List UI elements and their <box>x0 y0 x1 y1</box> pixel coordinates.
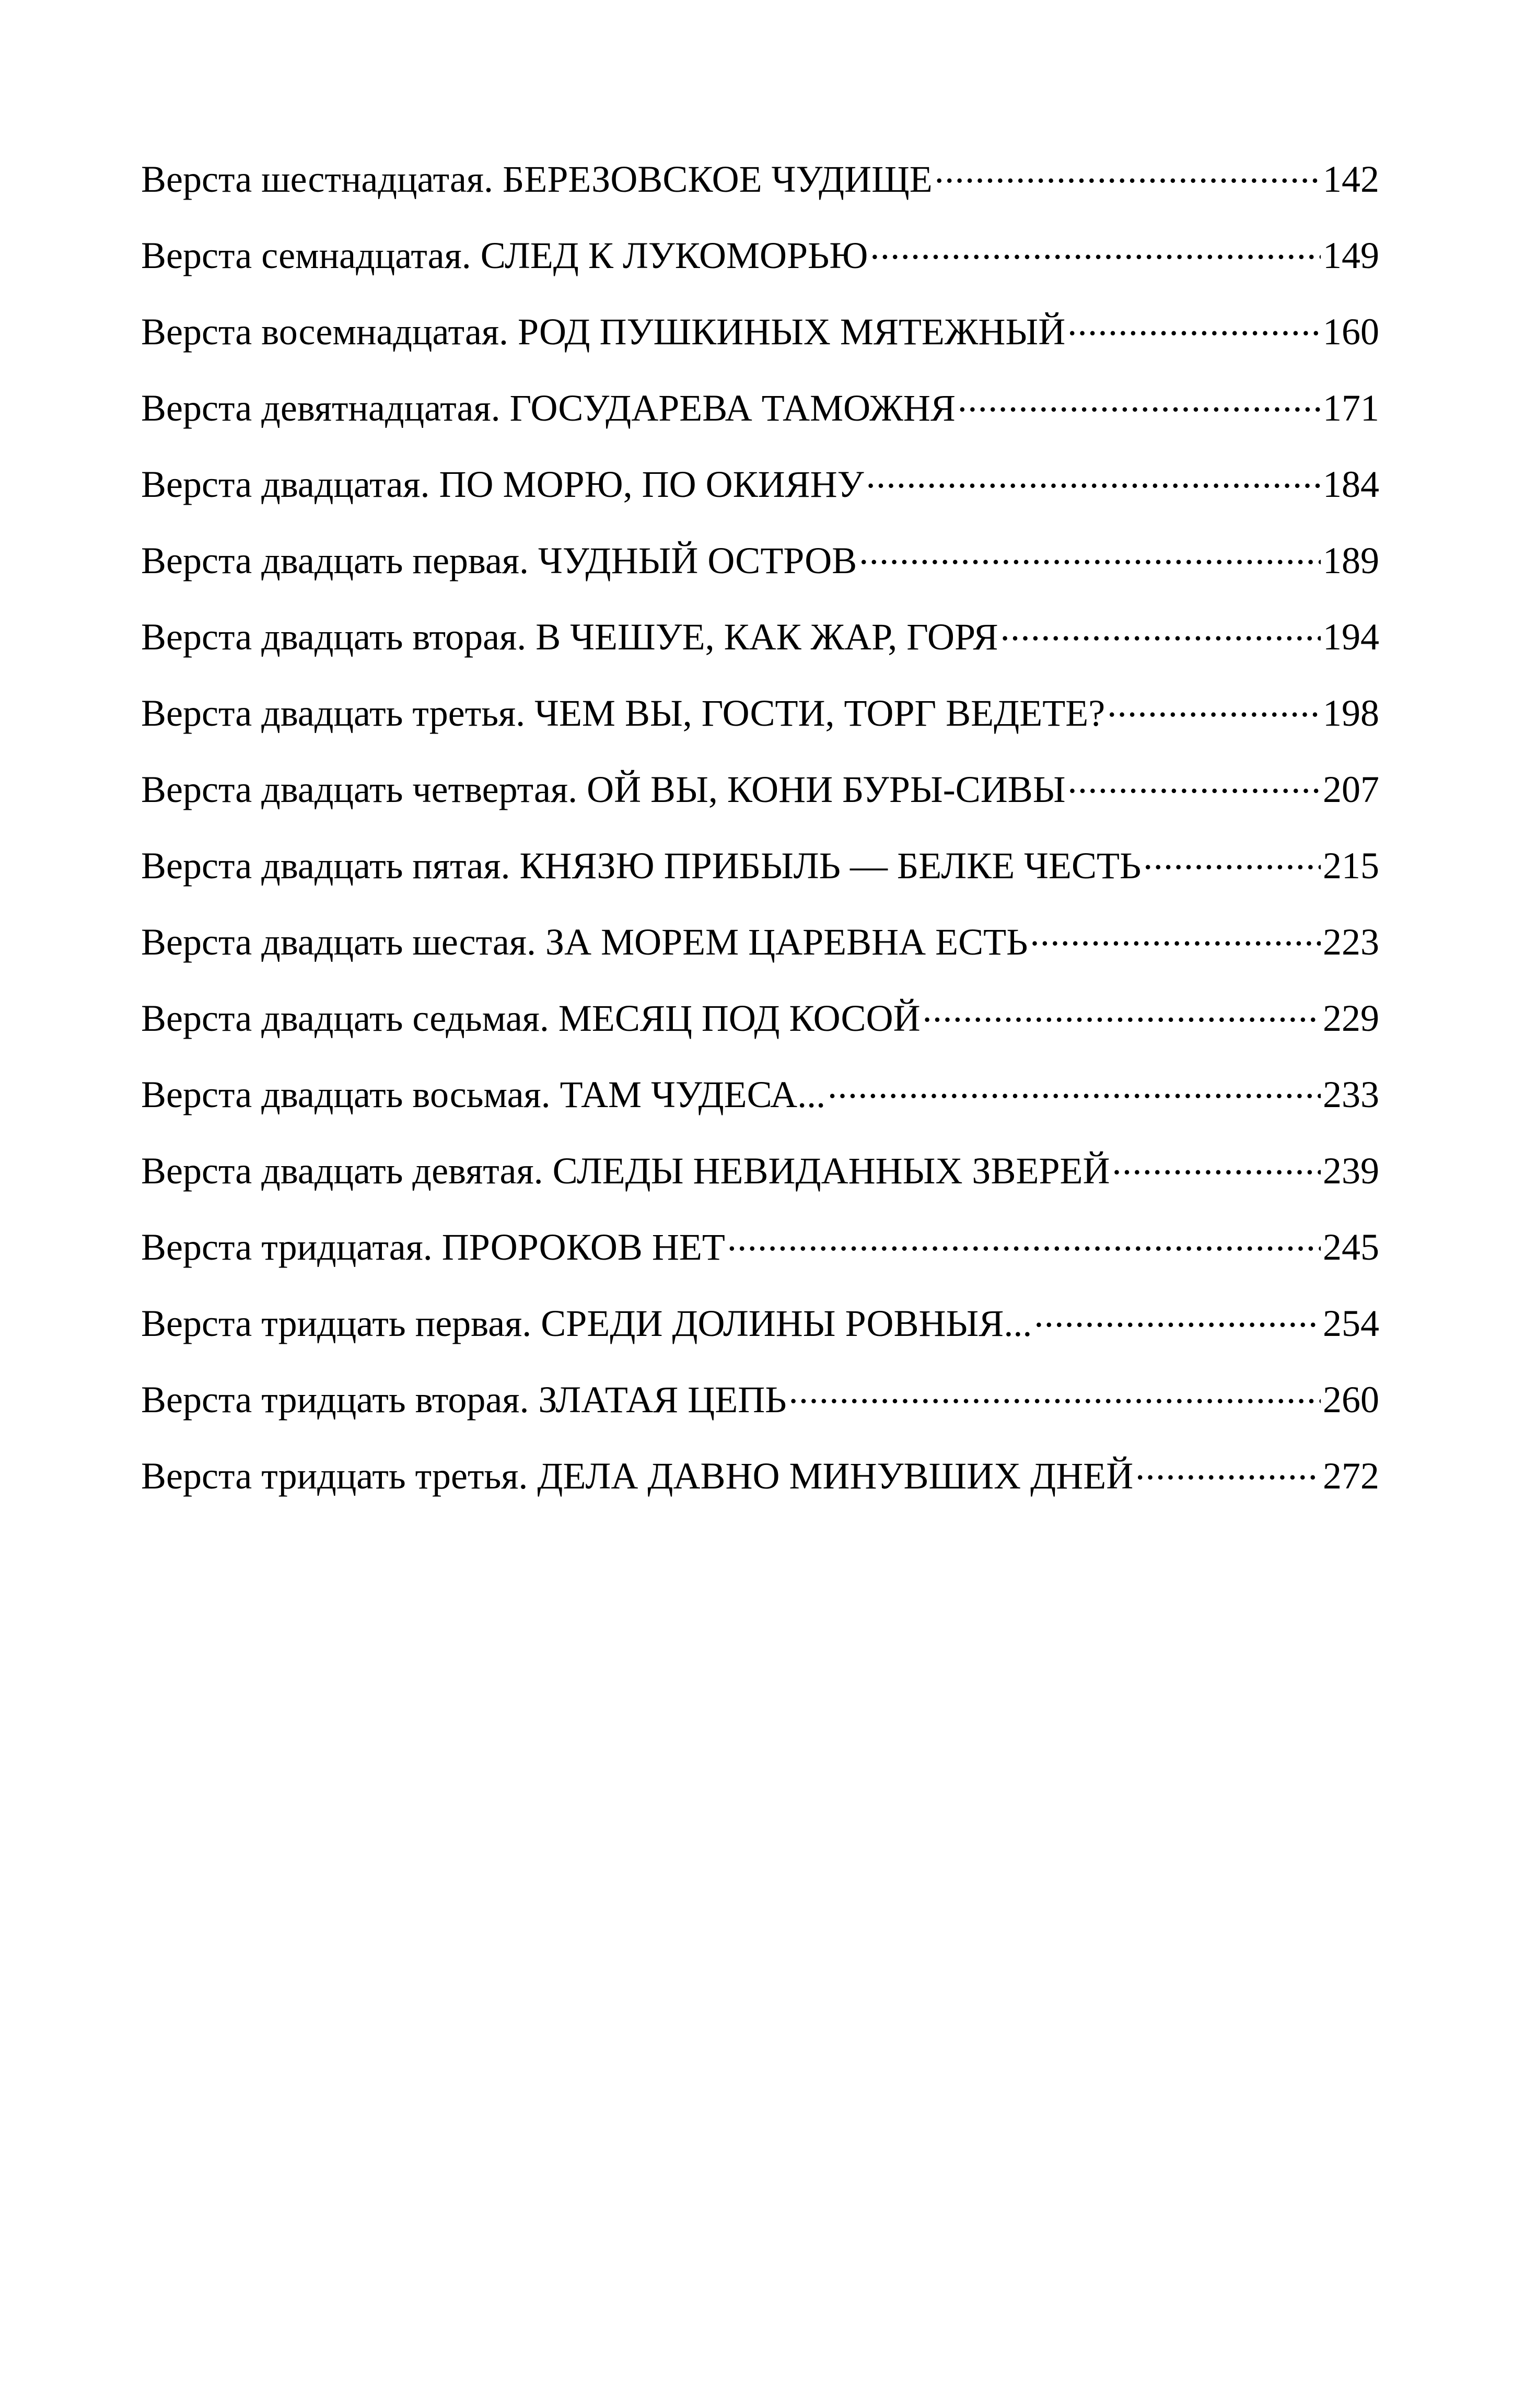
toc-entry[interactable] <box>141 675 1379 751</box>
toc-entry-title: Верста двадцать третья. ЧЕМ ВЫ, ГОСТИ, ТОРГ ВЕДЕТЕ? <box>141 692 1105 734</box>
toc-entry[interactable] <box>141 370 1379 446</box>
toc-entry[interactable] <box>141 1362 1379 1438</box>
toc-entry[interactable] <box>141 1133 1379 1209</box>
dot-leader <box>1143 841 1321 878</box>
toc-entry-page: 245 <box>1323 1226 1379 1268</box>
toc-entry-title: Верста двадцать пятая. КНЯЗЮ ПРИБЫЛЬ — БЕЛКЕ ЧЕСТЬ <box>141 845 1142 887</box>
toc-entry-page: 149 <box>1323 235 1379 276</box>
toc-entry-page: 215 <box>1323 845 1379 887</box>
toc-entry[interactable] <box>141 217 1379 294</box>
toc-entry[interactable] <box>141 522 1379 599</box>
toc-entry-page: 239 <box>1323 1150 1379 1192</box>
toc-entry[interactable] <box>141 1056 1379 1133</box>
toc-entry[interactable] <box>141 294 1379 370</box>
toc-entry-title: Верста тридцать вторая. ЗЛАТАЯ ЦЕПЬ <box>141 1379 787 1421</box>
dot-leader <box>1135 1451 1321 1488</box>
toc-entry-page: 171 <box>1323 387 1379 429</box>
dot-leader <box>935 154 1321 192</box>
toc-entry-title: Верста тридцать третья. ДЕЛА ДАВНО МИНУВШИХ ДНЕЙ <box>141 1455 1134 1497</box>
toc-entry-page: 160 <box>1323 311 1379 353</box>
toc-entry-title: Верста восемнадцатая. РОД ПУШКИНЫХ МЯТЕЖНЫЙ <box>141 311 1066 353</box>
dot-leader <box>1000 612 1321 649</box>
toc-entry-title: Верста семнадцатая. СЛЕД К ЛУКОМОРЬЮ <box>141 235 868 276</box>
dot-leader <box>1067 307 1321 344</box>
toc-entry-title: Верста тридцать первая. СРЕДИ ДОЛИНЫ РОВНЫЯ... <box>141 1302 1032 1344</box>
toc-entry-title: Верста двадцатая. ПО МОРЮ, ПО ОКИЯНУ <box>141 463 864 505</box>
toc-entry[interactable] <box>141 751 1379 828</box>
dot-leader <box>866 459 1321 497</box>
toc-entry-page: 229 <box>1323 997 1379 1039</box>
dot-leader <box>1068 764 1321 802</box>
dot-leader <box>789 1375 1321 1412</box>
toc-entry[interactable] <box>141 1285 1379 1362</box>
toc-entry-page: 198 <box>1323 692 1379 734</box>
dot-leader <box>1034 1298 1321 1336</box>
toc-entry[interactable] <box>141 904 1379 980</box>
toc-entry[interactable] <box>141 1438 1379 1514</box>
toc-entry-page: 223 <box>1323 921 1379 963</box>
toc-entry[interactable] <box>141 980 1379 1056</box>
table-of-contents <box>141 141 1379 1514</box>
toc-entry-page: 254 <box>1323 1302 1379 1344</box>
dot-leader <box>1030 917 1321 955</box>
dot-leader <box>1112 1146 1321 1183</box>
toc-entry-title: Верста двадцать первая. ЧУДНЫЙ ОСТРОВ <box>141 540 857 581</box>
toc-entry[interactable] <box>141 446 1379 522</box>
toc-entry[interactable] <box>141 828 1379 904</box>
toc-entry-page: 189 <box>1323 540 1379 581</box>
toc-entry-title: Верста шестнадцатая. БЕРЕЗОВСКОЕ ЧУДИЩЕ <box>141 158 933 200</box>
dot-leader <box>828 1069 1321 1107</box>
toc-entry-page: 194 <box>1323 616 1379 658</box>
toc-entry-title: Верста двадцать восьмая. ТАМ ЧУДЕСА... <box>141 1074 826 1115</box>
dot-leader <box>859 536 1321 573</box>
toc-entry-title: Верста двадцать шестая. ЗА МОРЕМ ЦАРЕВНА ЕСТЬ <box>141 921 1028 963</box>
toc-entry-title: Верста двадцать четвертая. ОЙ ВЫ, КОНИ БУРЫ-СИВЫ <box>141 769 1066 810</box>
dot-leader <box>923 993 1321 1031</box>
toc-entry[interactable] <box>141 599 1379 675</box>
toc-entry-page: 272 <box>1323 1455 1379 1497</box>
dot-leader <box>727 1222 1321 1260</box>
toc-entry-title: Верста двадцать седьмая. МЕСЯЦ ПОД КОСОЙ <box>141 997 921 1039</box>
toc-entry-title: Верста девятнадцатая. ГОСУДАРЕВА ТАМОЖНЯ <box>141 387 956 429</box>
toc-entry[interactable] <box>141 141 1379 217</box>
toc-entry-title: Верста двадцать девятая. СЛЕДЫ НЕВИДАННЫХ ЗВЕРЕЙ <box>141 1150 1110 1192</box>
dot-leader <box>1107 688 1321 726</box>
toc-entry-page: 233 <box>1323 1074 1379 1115</box>
toc-entry-page: 260 <box>1323 1379 1379 1421</box>
toc-entry-title: Верста тридцатая. ПРОРОКОВ НЕТ <box>141 1226 725 1268</box>
toc-entry-page: 142 <box>1323 158 1379 200</box>
toc-entry-page: 184 <box>1323 463 1379 505</box>
toc-entry[interactable] <box>141 1209 1379 1285</box>
toc-entry-title: Верста двадцать вторая. В ЧЕШУЕ, КАК ЖАР, ГОРЯ <box>141 616 998 658</box>
toc-entry-page: 207 <box>1323 769 1379 810</box>
dot-leader <box>958 383 1321 421</box>
dot-leader <box>870 230 1321 268</box>
